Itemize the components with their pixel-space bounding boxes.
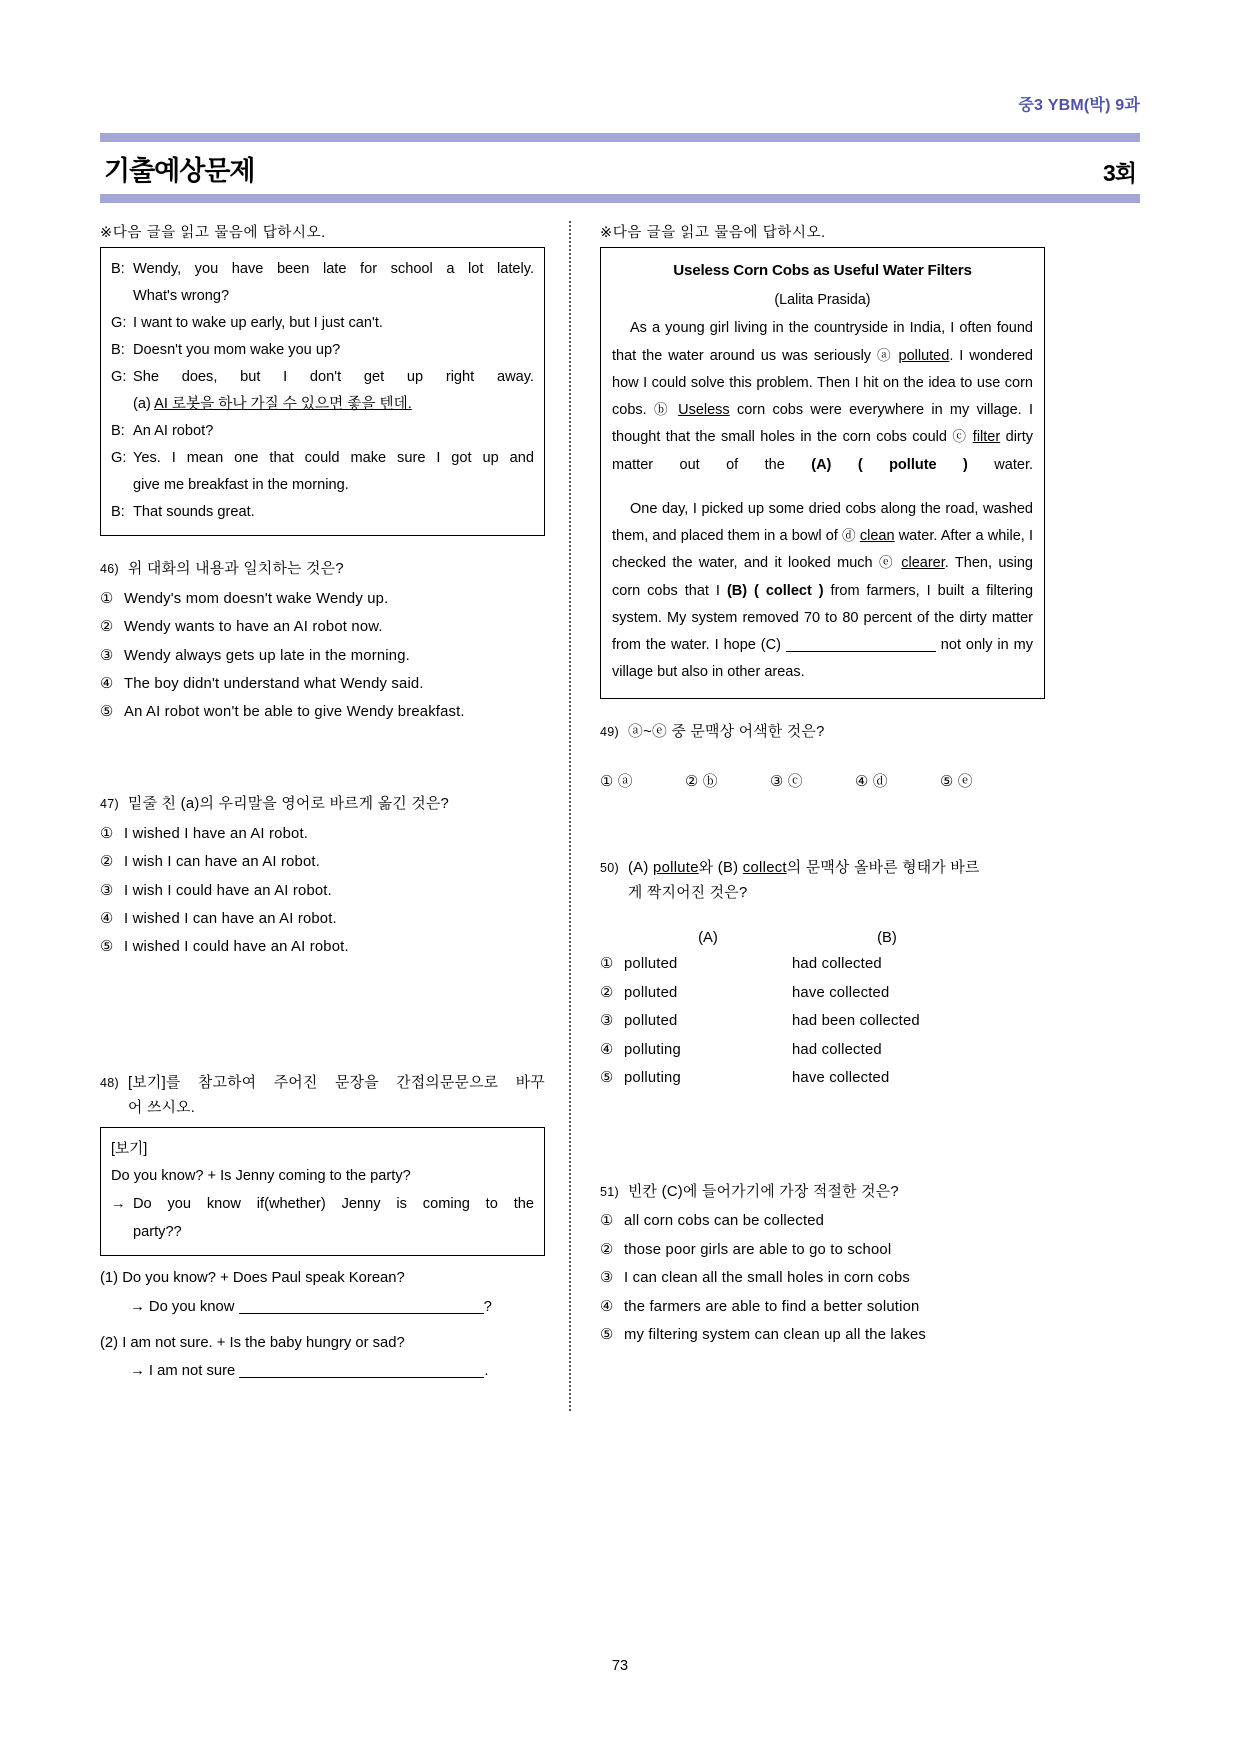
underlined-korean: AI 로봇을 하나 가질 수 있으면 좋을 텐데. [154, 395, 412, 412]
passage-text: . Then, using corn cobs that I [612, 555, 1033, 599]
option-marker: ③ [100, 647, 114, 664]
q50-number: 50) [600, 860, 619, 875]
round-label: 3회 [1102, 160, 1136, 186]
q48-item-prompt: (1) Do you know? + Does Paul speak Korean? [100, 1270, 405, 1287]
q48-line1: [보기]를 참고하여 주어진 문장을 간접의문문으로 바꾸 [128, 1074, 545, 1091]
q50-option[interactable] [600, 1007, 1045, 1035]
q46-option[interactable] [100, 642, 545, 670]
passage-text: As a young girl living in the countryside in India, I often found that the water around us was seriously [612, 320, 1033, 364]
spacer-r1 [600, 791, 1045, 813]
q49-answer-choice[interactable]: ① ⓐ [600, 773, 633, 790]
option-text: those poor girls are able to go to school [624, 1241, 892, 1258]
q51-option[interactable] [600, 1293, 1045, 1321]
marker-a: (a) [133, 395, 155, 412]
q50-head-spacer [600, 930, 624, 946]
passage-circled-letter: ⓔ [878, 555, 895, 571]
option-marker: ⑤ [100, 704, 114, 721]
q49-number: 49) [600, 724, 619, 739]
q50-header-a: (A) [698, 930, 718, 947]
q48-answer-blank[interactable] [239, 1377, 484, 1378]
page-title: 기출예상문제 [104, 156, 255, 186]
passage-circled-letter: ⓒ [952, 429, 968, 445]
q47-option[interactable] [100, 848, 545, 876]
question-47 [100, 793, 545, 962]
option-text: I can clean all the small holes in corn cobs [624, 1270, 910, 1287]
course-header: 중3 YBM(박) 9과 [1018, 97, 1140, 114]
q50-line1 [628, 857, 1045, 880]
option-text: The boy didn't understand what Wendy said. [124, 675, 424, 692]
option-marker: ④ [100, 910, 114, 927]
q50-word-collect: collect [742, 859, 787, 876]
dialogue-text: Doesn't you mom wake you up? [133, 341, 341, 358]
question-48 [100, 1072, 545, 1385]
q50-option[interactable] [600, 1036, 1045, 1064]
bogi-line2: Do you know if(whether) Jenny is coming to the [133, 1196, 534, 1213]
q51-number: 51) [600, 1184, 619, 1199]
dialogue-text-cont: give me breakfast in the morning. [133, 476, 349, 493]
q48-item-answer [100, 1293, 545, 1321]
option-text: I wished I can have an AI robot. [124, 910, 337, 927]
passage-author: (Lalita Prasida) [774, 291, 871, 308]
q48-answer-tail: ? [483, 1298, 492, 1315]
dialogue-line [111, 310, 534, 337]
dialogue-box [100, 247, 545, 536]
q51-text: 빈칸 (C)에 들어가기에 가장 적절한 것은? [628, 1183, 899, 1200]
bogi-line1: Do you know? + Is Jenny coming to the party? [111, 1168, 411, 1185]
q47-option[interactable] [100, 877, 545, 905]
option-text: I wish I could have an AI robot. [124, 882, 332, 899]
passage-underlined-word: clearer [901, 555, 945, 572]
q48-item [100, 1329, 545, 1385]
question-49 [600, 721, 1045, 791]
page-number: 73 [611, 1658, 629, 1674]
dialogue-line [111, 445, 534, 472]
option-marker: ③ [600, 1013, 614, 1030]
q48-answer-blank[interactable] [239, 1313, 484, 1314]
bogi-line3: party?? [133, 1223, 182, 1240]
dialogue-line [111, 499, 534, 526]
option-marker: ② [600, 984, 614, 1001]
q47-option[interactable] [100, 905, 545, 933]
q46-options [100, 585, 545, 727]
right-prompt: ※다음 글을 읽고 물음에 답하시오. [600, 225, 826, 241]
q50-tail: 의 문맥상 올바른 형태가 바르 [786, 859, 980, 876]
dialogue-line [111, 256, 534, 283]
spacer-r3 [600, 1093, 1045, 1115]
q47-text-post: 의 우리말을 영어로 바르게 옮긴 것은? [199, 795, 450, 812]
spacer-3 [100, 962, 545, 984]
dialogue-speaker: G: [111, 314, 127, 331]
spacer-6 [100, 1028, 545, 1050]
option-marker: ④ [600, 1041, 614, 1058]
option-text: Wendy always gets up late in the morning. [124, 647, 410, 664]
q46-option[interactable] [100, 585, 545, 613]
dialogue-underlined-line [111, 391, 534, 418]
dialogue-text-cont: What's wrong? [133, 287, 230, 304]
option-value-a: polluting [624, 1070, 681, 1087]
option-value-a: polluting [624, 1041, 681, 1058]
option-marker: ① [100, 825, 114, 842]
option-value-a: polluted [624, 956, 678, 973]
right-column [573, 221, 1045, 1411]
passage-text: dirty matter out of the [612, 429, 1034, 473]
option-value-b: had been collected [792, 1013, 920, 1030]
option-marker: ⑤ [600, 1327, 614, 1344]
option-marker: ② [100, 854, 114, 871]
option-marker: ③ [100, 882, 114, 899]
q46-option[interactable] [100, 670, 545, 698]
q50-option[interactable] [600, 950, 1045, 978]
option-value-b: have collected [792, 1070, 890, 1087]
option-text: An AI robot won't be able to give Wendy breakfast. [124, 704, 465, 721]
passage-text: One day, I picked up some dried cobs along the road, washed them, and placed them in a bowl of [612, 500, 1033, 545]
option-value-b: have collected [792, 984, 890, 1001]
q46-number: 46) [100, 561, 119, 576]
passage-underlined-word: clean [859, 528, 895, 545]
q50-rows [600, 950, 1045, 1092]
passage-title: Useless Corn Cobs as Useful Water Filters [673, 262, 972, 279]
option-text: I wished I could have an AI robot. [124, 939, 349, 956]
q50-header-b: (B) [877, 930, 897, 947]
q49-text: ⓐ~ⓔ 중 문맥상 어색한 것은? [628, 723, 825, 740]
q48-answer-lead: → Do you know [130, 1298, 239, 1315]
q48-item-answer [100, 1357, 545, 1385]
passage-text: . I wondered how I could solve this problem. Then I hit on the idea to use corn cobs. [612, 347, 1033, 419]
left-column [100, 221, 567, 1411]
passage-text [671, 402, 678, 418]
option-value-b: had collected [792, 956, 882, 973]
spacer-4 [100, 984, 545, 1006]
option-value-a: polluted [624, 1013, 678, 1030]
q50-indent [600, 882, 628, 905]
q46-text: 위 대화의 내용과 일치하는 것은? [128, 560, 344, 577]
q48-item [100, 1264, 545, 1320]
passage-text: from farmers, I built a filtering system. My system removed 70 to 80 percent of the dirty matter from the water. I hope (C) [612, 582, 1034, 654]
dialogue-text: An AI robot? [133, 422, 214, 439]
question-51 [600, 1181, 1045, 1350]
option-marker: ④ [100, 675, 114, 692]
option-marker: ① [600, 956, 614, 973]
option-marker: ⑤ [100, 939, 114, 956]
dialogue-line [111, 364, 534, 391]
column-divider [569, 221, 571, 1411]
spacer-5 [100, 1006, 545, 1028]
option-text: Wendy wants to have an AI robot now. [124, 619, 383, 636]
q48-item-prompt: (2) I am not sure. + Is the baby hungry or sad? [100, 1334, 405, 1351]
q49-answer-row [600, 770, 1045, 791]
q48-answer-lead: → I am not sure [130, 1362, 240, 1379]
option-marker: ④ [600, 1298, 614, 1315]
option-marker: ② [600, 1241, 614, 1258]
q49-answer-choice[interactable]: ⑤ ⓔ [940, 773, 973, 790]
q51-options [600, 1207, 1045, 1349]
option-marker: ① [600, 1213, 614, 1230]
q47-number: 47) [100, 796, 119, 811]
option-text: all corn cobs can be collected [624, 1213, 825, 1230]
question-50 [600, 857, 1045, 1093]
passage-circled-letter: ⓓ [841, 528, 856, 544]
passage-text: corn cobs were everywhere in my village. I thought that the small holes in the corn cobs could [612, 402, 1033, 446]
dialogue-line [111, 337, 534, 364]
q51-option[interactable] [600, 1264, 1045, 1292]
q47-option[interactable] [100, 933, 545, 961]
q49-answer-choice[interactable]: ④ ⓓ [855, 773, 888, 790]
option-value-a: polluted [624, 984, 678, 1001]
passage-bold-cue: (B) ( collect ) [726, 582, 824, 599]
two-column-body [100, 221, 1140, 1411]
dialogue-text: Wendy, you have been late for school a lot lately. [133, 261, 534, 277]
dialogue-line [111, 418, 534, 445]
q49-answer-choice[interactable]: ③ ⓒ [770, 773, 803, 790]
bogi-arrow: → [111, 1196, 126, 1213]
q50-column-headers [600, 930, 1045, 946]
option-marker: ⑤ [600, 1070, 614, 1087]
option-text: I wished I have an AI robot. [124, 825, 309, 842]
option-text: the farmers are able to find a better solution [624, 1298, 920, 1315]
option-marker: ③ [600, 1270, 614, 1287]
q46-option[interactable] [100, 613, 545, 641]
dialogue-speaker: G: [111, 449, 127, 466]
bogi-answer [111, 1191, 534, 1219]
passage-underlined-word: filter [972, 429, 1001, 446]
q48-sub-items [100, 1264, 545, 1384]
option-text: Wendy's mom doesn't wake Wendy up. [124, 590, 389, 607]
title-bar-top [100, 133, 1140, 142]
passage-underlined-word: Useless [678, 402, 730, 419]
option-marker: ② [100, 619, 114, 636]
passage-text: not only in my village but also in other areas. [612, 637, 1033, 681]
q50-a-label: (A) [628, 859, 654, 876]
q48-answer-tail: . [484, 1362, 489, 1379]
reading-passage [600, 247, 1045, 699]
spacer-2 [100, 749, 545, 771]
q47-options [100, 820, 545, 962]
bogi-label: [보기] [111, 1140, 148, 1157]
q47-mark: (a) [180, 795, 200, 812]
passage-circled-letter: ⓐ [877, 347, 893, 363]
q50-line2: 게 짝지어진 것은? [628, 884, 748, 901]
option-marker: ① [100, 590, 114, 607]
dialogue-speaker: G: [111, 368, 127, 385]
passage-paragraph-2 [612, 496, 1033, 687]
q50-mid: 와 (B) [698, 859, 743, 876]
passage-text: water. [967, 456, 1033, 473]
spacer-r2 [600, 813, 1045, 835]
dialogue-speaker: B: [111, 261, 125, 277]
option-text: my filtering system can clean up all the lakes [624, 1327, 926, 1344]
q46-option[interactable] [100, 698, 545, 726]
q48-line2: 어 쓰시오. [128, 1099, 196, 1116]
dialogue-speaker: B: [111, 503, 125, 520]
dialogue-text: That sounds great. [133, 503, 255, 520]
title-row [100, 142, 1140, 194]
spacer-r5 [600, 1137, 1045, 1159]
q50-word-pollute: pollute [653, 859, 699, 876]
left-prompt: ※다음 글을 읽고 물음에 답하시오. [100, 225, 326, 241]
title-bar-bottom [100, 194, 1140, 203]
option-value-b: had collected [792, 1041, 882, 1058]
q47-option[interactable] [100, 820, 545, 848]
q51-option[interactable] [600, 1236, 1045, 1264]
passage-text: water. After a while, I checked the water, and it looked much [612, 528, 1034, 572]
dialogue-text: Yes. I mean one that could make sure I got up and [133, 449, 534, 466]
dialogue-text: She does, but I don't get up right away. [133, 368, 534, 385]
q51-option[interactable] [600, 1321, 1045, 1349]
q50-option[interactable] [600, 979, 1045, 1007]
dialogue-speaker: B: [111, 422, 125, 439]
q48-number: 48) [100, 1075, 119, 1090]
option-text: I wish I can have an AI robot. [124, 854, 321, 871]
passage-blank-c [786, 651, 936, 652]
q51-option[interactable] [600, 1207, 1045, 1235]
bogi-box [100, 1127, 545, 1257]
dialogue-text: I want to wake up early, but I just can't. [133, 314, 383, 331]
dialogue-speaker: B: [111, 341, 125, 358]
passage-paragraph-1 [612, 315, 1033, 479]
q48-indent [100, 1097, 128, 1120]
passage-circled-letter: ⓑ [653, 402, 671, 418]
q50-option[interactable] [600, 1064, 1045, 1092]
q47-text-pre: 밑줄 친 [128, 795, 181, 812]
spacer-1 [100, 727, 545, 749]
q49-answer-choice[interactable]: ② ⓑ [685, 773, 718, 790]
passage-bold-cue: (A) ( pollute ) [811, 456, 968, 473]
passage-underlined-word: polluted [898, 347, 950, 364]
question-46 [100, 558, 545, 727]
spacer-r4 [600, 1115, 1045, 1137]
q47-text [128, 793, 545, 816]
